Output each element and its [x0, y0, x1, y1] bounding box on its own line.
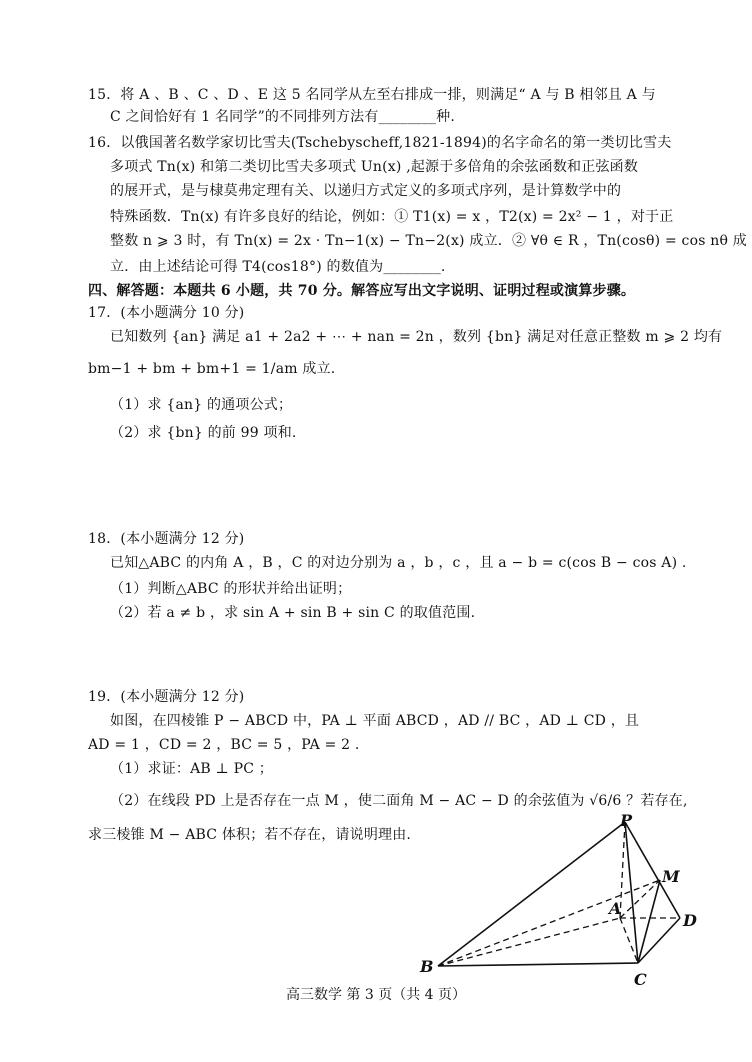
q16-line6: 立．由上述结论可得 T4(cos18°) 的数值为________.	[110, 259, 446, 275]
q17-head: 17．(本小题满分 10 分)	[88, 305, 245, 321]
label-D: D	[683, 911, 697, 930]
label-C: C	[634, 970, 647, 989]
q16-line2: 多项式 Tn(x) 和第二类切比雪夫多项式 Un(x) ,起源于多倍角的余弦函数和正弦函数	[110, 159, 639, 175]
section-heading: 四、解答题：本题共 6 小题，共 70 分。解答应写出文字说明、证明过程或演算步骤。	[88, 283, 636, 299]
q19-head: 19．(本小题满分 12 分)	[88, 689, 245, 705]
q16-line5: 整数 n ⩾ 3 时，有 Tn(x) = 2x · Tn−1(x) − Tn−2(x) 成立．② ∀θ ∈ R ，Tn(cosθ) = cos nθ 成	[110, 233, 747, 249]
q15-line1: 15．将 A 、B 、C 、D 、E 这 5 名同学从左至右排成一排，则满足“ A 与 B 相邻且 A 与	[88, 87, 656, 103]
q19-part1: （1）求证：AB ⊥ PC ；	[110, 761, 273, 777]
q17-line2: bm−1 + bm + bm+1 = 1/am 成立.	[88, 361, 336, 377]
q17-part1: （1）求 {an} 的通项公式；	[110, 397, 293, 413]
label-P: P	[620, 811, 633, 830]
label-B: B	[420, 957, 434, 976]
q18-part2: （2）若 a ≠ b ，求 sin A + sin B + sin C 的取值范围.	[110, 605, 476, 621]
q19-part2b: 求三棱锥 M − ABC 体积；若不存在，请说明理由.	[88, 827, 412, 843]
q16-line4: 特殊函数．Tn(x) 有许多良好的结论，例如：① T1(x) = x ，T2(x) = 2x² − 1 ，对于正	[110, 209, 674, 225]
q15-line2: C 之间恰好有 1 名同学”的不同排列方法有________种.	[110, 109, 455, 125]
pyramid-figure	[410, 810, 710, 990]
q19-line2: AD = 1 ，CD = 2 ，BC = 5 ，PA = 2 .	[88, 737, 360, 753]
q18-line1: 已知△ABC 的内角 A ，B ，C 的对边分别为 a ，b ，c ，且 a − b = c(cos B − cos A) .	[110, 555, 687, 571]
label-A: A	[609, 899, 622, 918]
q19-part2: （2）在线段 PD 上是否存在一点 M ，使二面角 M − AC − D 的余弦值为 √6/6 ？若存在,	[110, 793, 688, 809]
q17-line1: 已知数列 {an} 满足 a1 + 2a2 + ⋯ + nan = 2n ，数列 {bn} 满足对任意正整数 m ⩾ 2 均有	[110, 329, 723, 345]
edge-BC	[438, 963, 638, 966]
edge-BA	[438, 918, 620, 966]
label-M: M	[662, 867, 680, 886]
q16-line1: 16．以俄国著名数学家切比雪夫(Tschebyscheff,1821-1894)的名字命名的第一类切比雪夫	[88, 135, 672, 151]
q16-line3: 的展开式，是与棣莫弗定理有关、以递归方式定义的多项式序列，是计算数学中的	[110, 183, 622, 199]
q17-part2: （2）求 {bn} 的前 99 项和.	[110, 425, 297, 441]
edge-BM	[438, 880, 660, 966]
q19-line1: 如图，在四棱锥 P − ABCD 中，PA ⊥ 平面 ABCD ，AD // BC ，AD ⊥ CD ，且	[110, 713, 640, 729]
page-footer: 高三数学 第 3 页（共 4 页）	[285, 987, 467, 1003]
edge-AM	[620, 880, 660, 918]
q18-part1: （1）判断△ABC 的形状并给出证明；	[110, 581, 352, 597]
edge-PB	[438, 822, 625, 966]
q18-head: 18．(本小题满分 12 分)	[88, 531, 245, 547]
